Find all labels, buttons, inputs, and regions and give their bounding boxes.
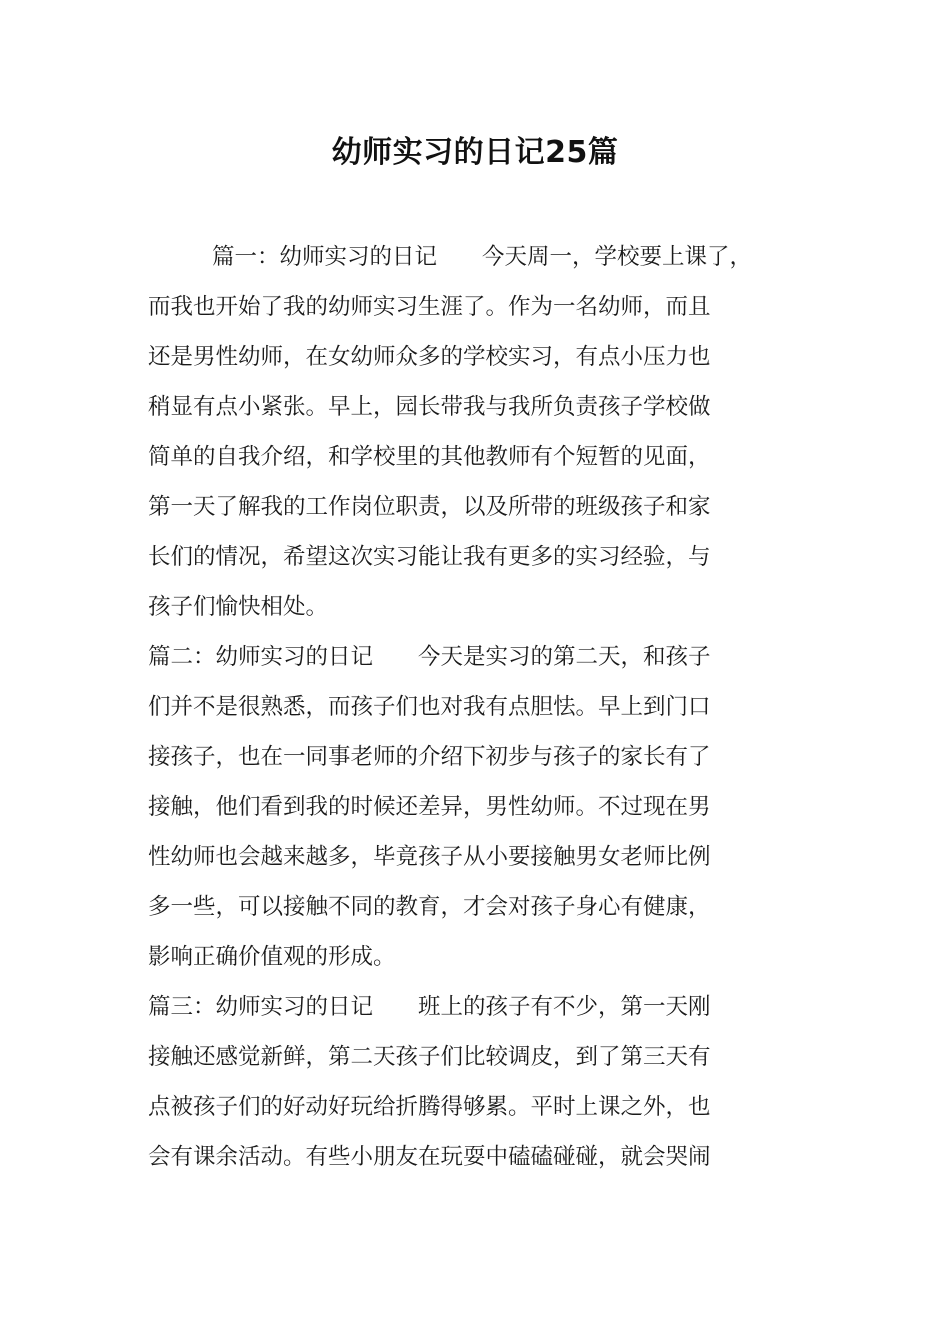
text-line: 第一天了解我的工作岗位职责，以及所带的班级孩子和家	[148, 494, 711, 520]
text-line: 稍显有点小紧张。早上，园长带我与我所负责孩子学校做	[148, 394, 711, 420]
text-line: 会有课余活动。有些小朋友在玩耍中磕磕碰碰，就会哭闹	[148, 1144, 711, 1170]
text-line: 影响正确价值观的形成。	[148, 944, 396, 970]
text-line: 篇一：幼师实习的日记 今天周一，学校要上课了，	[212, 244, 753, 270]
text-line: 多一些，可以接触不同的教育，才会对孩子身心有健康，	[148, 894, 711, 920]
document-title: 幼师实习的日记25篇	[331, 135, 619, 170]
text-line: 们并不是很熟悉，而孩子们也对我有点胆怯。早上到门口	[148, 694, 711, 720]
text-line: 简单的自我介绍，和学校里的其他教师有个短暂的见面，	[148, 444, 711, 470]
text-line: 点被孩子们的好动好玩给折腾得够累。平时上课之外，也	[148, 1094, 711, 1120]
text-line: 长们的情况，希望这次实习能让我有更多的实习经验，与	[148, 544, 711, 570]
text-line: 接触还感觉新鲜，第二天孩子们比较调皮，到了第三天有	[148, 1044, 711, 1070]
text-line: 性幼师也会越来越多，毕竟孩子从小要接触男女老师比例	[148, 844, 711, 870]
text-line: 篇三：幼师实习的日记 班上的孩子有不少，第一天刚	[148, 994, 711, 1020]
text-line: 接触，他们看到我的时候还差异，男性幼师。不过现在男	[148, 794, 711, 820]
text-line: 接孩子，也在一同事老师的介绍下初步与孩子的家长有了	[148, 744, 711, 770]
text-line: 孩子们愉快相处。	[148, 594, 329, 620]
text-line: 而我也开始了我的幼师实习生涯了。作为一名幼师，而且	[148, 294, 711, 320]
text-line: 还是男性幼师，在女幼师众多的学校实习，有点小压力也	[148, 344, 711, 370]
text-line: 篇二：幼师实习的日记 今天是实习的第二天，和孩子	[148, 644, 711, 670]
